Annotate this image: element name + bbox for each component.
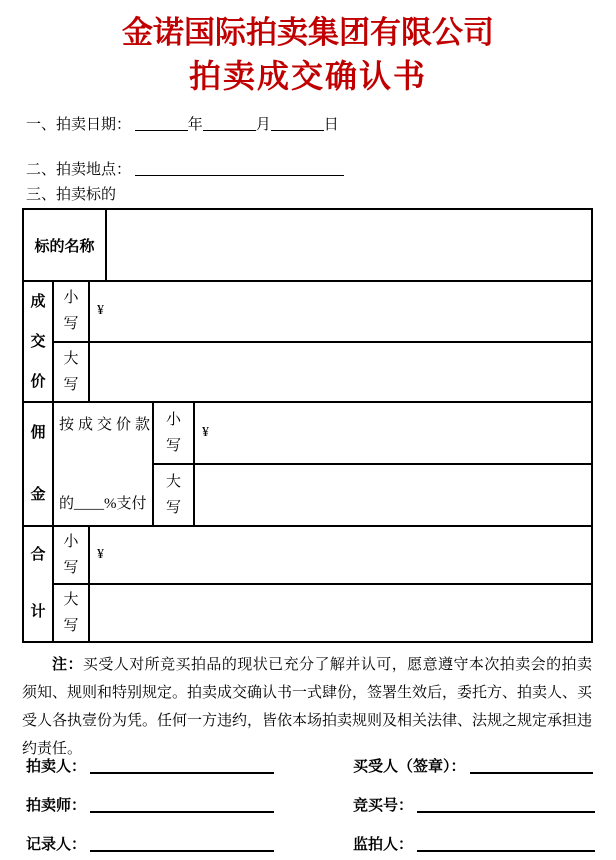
total-header-cell (24, 527, 54, 641)
subject-name-row (24, 210, 591, 282)
deal-price-section (24, 282, 591, 403)
company-title: 金诺国际拍卖集团有限公司 (122, 15, 494, 50)
auction-location-label: 二、拍卖地点： (26, 162, 132, 178)
total-label: 合计 (30, 547, 46, 620)
auctioneer-label: 拍卖师： (26, 798, 87, 814)
auction-date-year-blank (135, 116, 188, 131)
auctioneer-party-line (26, 755, 274, 776)
note-text: 买受人对所竞买拍品的现状已充分了解并认可，愿意遵守本次拍卖会的拍卖须知、规则和特别规定。拍卖成交确认书一式肆份，签署生效后，委托方、拍卖人、买受人各执壹份为凭。任何一方违约，皆依本场拍卖规则及相关法律、法规之规定承担违约责任。 (22, 657, 593, 757)
commission-rate-line1: 按成交价款 (59, 417, 155, 433)
commission-header-cell (24, 403, 54, 525)
large-numerals-header-cell (154, 465, 195, 525)
currency-symbol: ¥ (97, 547, 104, 562)
small-numerals-header-cell (54, 527, 90, 583)
auction-date-line (26, 115, 339, 135)
small-numerals-label: 小写 (63, 534, 79, 576)
large-numerals-label: 大写 (63, 592, 79, 634)
auction-date-label: 一、拍卖日期： (26, 117, 132, 133)
commission-small-row (154, 403, 591, 465)
buyer-signature-label: 买受人（签章）： (353, 759, 466, 775)
year-label: 年 (187, 117, 203, 133)
deal-price-large-value-cell (90, 343, 591, 402)
bidder-number-blank (417, 797, 595, 813)
commission-large-row (154, 465, 591, 525)
month-label: 月 (255, 117, 271, 133)
auctioneer-party-label: 拍卖人： (26, 759, 87, 775)
supervisor-line (353, 833, 595, 854)
recorder-line (26, 833, 274, 854)
large-numerals-label: 大写 (165, 474, 181, 516)
supervisor-label: 监拍人： (353, 837, 414, 853)
auction-subject-label: 三、拍卖标的 (26, 187, 117, 203)
small-numerals-label: 小写 (165, 412, 181, 454)
deal-price-small-row (54, 282, 591, 343)
buyer-signature-line (353, 755, 593, 776)
total-large-row (54, 585, 591, 641)
commission-rate-line2: 的____%支付 (59, 496, 147, 512)
auction-subject-line (26, 185, 116, 205)
deal-price-small-value-cell (90, 282, 591, 341)
auction-location-line (26, 160, 344, 180)
commission-rate-cell (54, 403, 154, 525)
subject-name-header-cell: 标的名称 (24, 210, 107, 280)
small-numerals-header-cell (54, 282, 90, 341)
supervisor-blank (417, 836, 595, 852)
document-title: 拍卖成交确认书 (188, 58, 427, 94)
currency-symbol: ¥ (202, 425, 209, 440)
subject-name-value-cell (107, 210, 591, 280)
commission-section (24, 403, 591, 527)
note-label: 注： (52, 657, 83, 673)
small-numerals-label: 小写 (63, 290, 79, 333)
deal-price-large-row (54, 343, 591, 402)
commission-large-value-cell (195, 465, 591, 525)
small-numerals-header-cell (154, 403, 195, 463)
buyer-signature-blank (470, 758, 593, 774)
total-section (24, 527, 591, 641)
bidder-number-line (353, 794, 595, 815)
currency-symbol: ¥ (97, 303, 104, 319)
day-label: 日 (323, 117, 339, 133)
auction-date-month-blank (203, 116, 256, 131)
deal-price-header-cell (24, 282, 54, 401)
note-paragraph (22, 651, 592, 763)
auction-date-day-blank (271, 116, 324, 131)
commission-label: 佣金 (30, 425, 46, 503)
auction-subject-table (22, 208, 593, 643)
large-numerals-header-cell (54, 343, 90, 402)
large-numerals-label: 大写 (63, 350, 79, 393)
total-small-value-cell (90, 527, 591, 583)
large-numerals-header-cell (54, 585, 90, 641)
auction-location-blank (135, 161, 344, 176)
recorder-label: 记录人： (26, 837, 87, 853)
auctioneer-line (26, 794, 274, 815)
bidder-number-label: 竞买号： (353, 798, 414, 814)
auctioneer-party-blank (90, 758, 274, 774)
total-small-row (54, 527, 591, 585)
recorder-blank (90, 836, 274, 852)
commission-small-value-cell (195, 403, 591, 463)
total-large-value-cell (90, 585, 591, 641)
deal-price-label: 成交价 (30, 293, 46, 390)
auctioneer-blank (90, 797, 274, 813)
